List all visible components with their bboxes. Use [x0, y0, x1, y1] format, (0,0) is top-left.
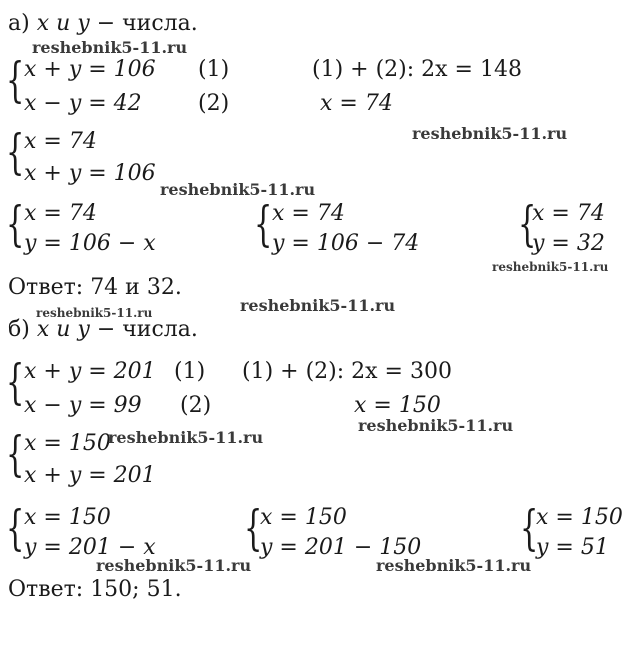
brace: { — [518, 196, 537, 252]
equation: y = 106 − 74 — [272, 231, 420, 256]
equation: x − y = 99 — [24, 393, 142, 418]
equation: x + y = 106 — [24, 161, 156, 186]
equation: x = 74 — [24, 129, 97, 154]
x-result: x = 150 — [354, 393, 441, 418]
watermark: reshebnik5-11.ru — [240, 296, 396, 315]
watermark: reshebnik5-11.ru — [376, 556, 532, 575]
equation: y = 106 − x — [24, 231, 156, 256]
equation: x + y = 106 — [24, 57, 156, 82]
equation-tag: (1) — [198, 57, 230, 82]
equation: y = 51 — [536, 535, 609, 560]
part-a-label: а) — [8, 11, 30, 36]
sum-equation: (1) + (2): 2x = 300 — [242, 359, 452, 384]
brace: { — [520, 500, 539, 556]
equation: y = 201 − 150 — [260, 535, 422, 560]
part-a-header — [8, 12, 198, 36]
part-b-header — [8, 318, 198, 342]
answer: Ответ: 74 и 32. — [8, 275, 182, 300]
part-a-vars: x и y — [36, 11, 90, 36]
watermark: reshebnik5-11.ru — [32, 38, 188, 57]
part-b-header-rest: − числа. — [96, 317, 198, 342]
equation: x = 74 — [24, 201, 97, 226]
watermark: reshebnik5-11.ru — [492, 260, 609, 274]
equation: x = 74 — [272, 201, 345, 226]
equation: y = 32 — [532, 231, 605, 256]
equation: x + y = 201 — [24, 359, 156, 384]
watermark: reshebnik5-11.ru — [108, 428, 264, 447]
equation: x = 150 — [24, 505, 111, 530]
equation: x + y = 201 — [24, 463, 156, 488]
answer: Ответ: 150; 51. — [8, 577, 182, 602]
watermark: reshebnik5-11.ru — [358, 416, 514, 435]
brace: { — [6, 196, 25, 252]
equation: x = 150 — [260, 505, 347, 530]
part-a-header-rest: − числа. — [96, 11, 198, 36]
brace: { — [6, 52, 25, 108]
equation-tag: (2) — [180, 393, 212, 418]
equation-tag: (1) — [174, 359, 206, 384]
sum-equation: (1) + (2): 2x = 148 — [312, 57, 522, 82]
watermark: reshebnik5-11.ru — [36, 306, 153, 320]
equation: x = 150 — [24, 431, 111, 456]
equation: x = 74 — [532, 201, 605, 226]
brace: { — [254, 196, 273, 252]
equation: y = 201 − x — [24, 535, 156, 560]
watermark: reshebnik5-11.ru — [96, 556, 252, 575]
equation: x = 150 — [536, 505, 623, 530]
brace: { — [244, 500, 263, 556]
part-b-vars: x и y — [36, 317, 90, 342]
watermark: reshebnik5-11.ru — [160, 180, 316, 199]
x-result: x = 74 — [320, 91, 393, 116]
brace: { — [6, 426, 25, 482]
brace: { — [6, 500, 25, 556]
equation: x − y = 42 — [24, 91, 142, 116]
part-b-label: б) — [8, 317, 30, 342]
brace: { — [6, 124, 25, 180]
watermark: reshebnik5-11.ru — [412, 124, 568, 143]
brace: { — [6, 354, 25, 410]
equation-tag: (2) — [198, 91, 230, 116]
